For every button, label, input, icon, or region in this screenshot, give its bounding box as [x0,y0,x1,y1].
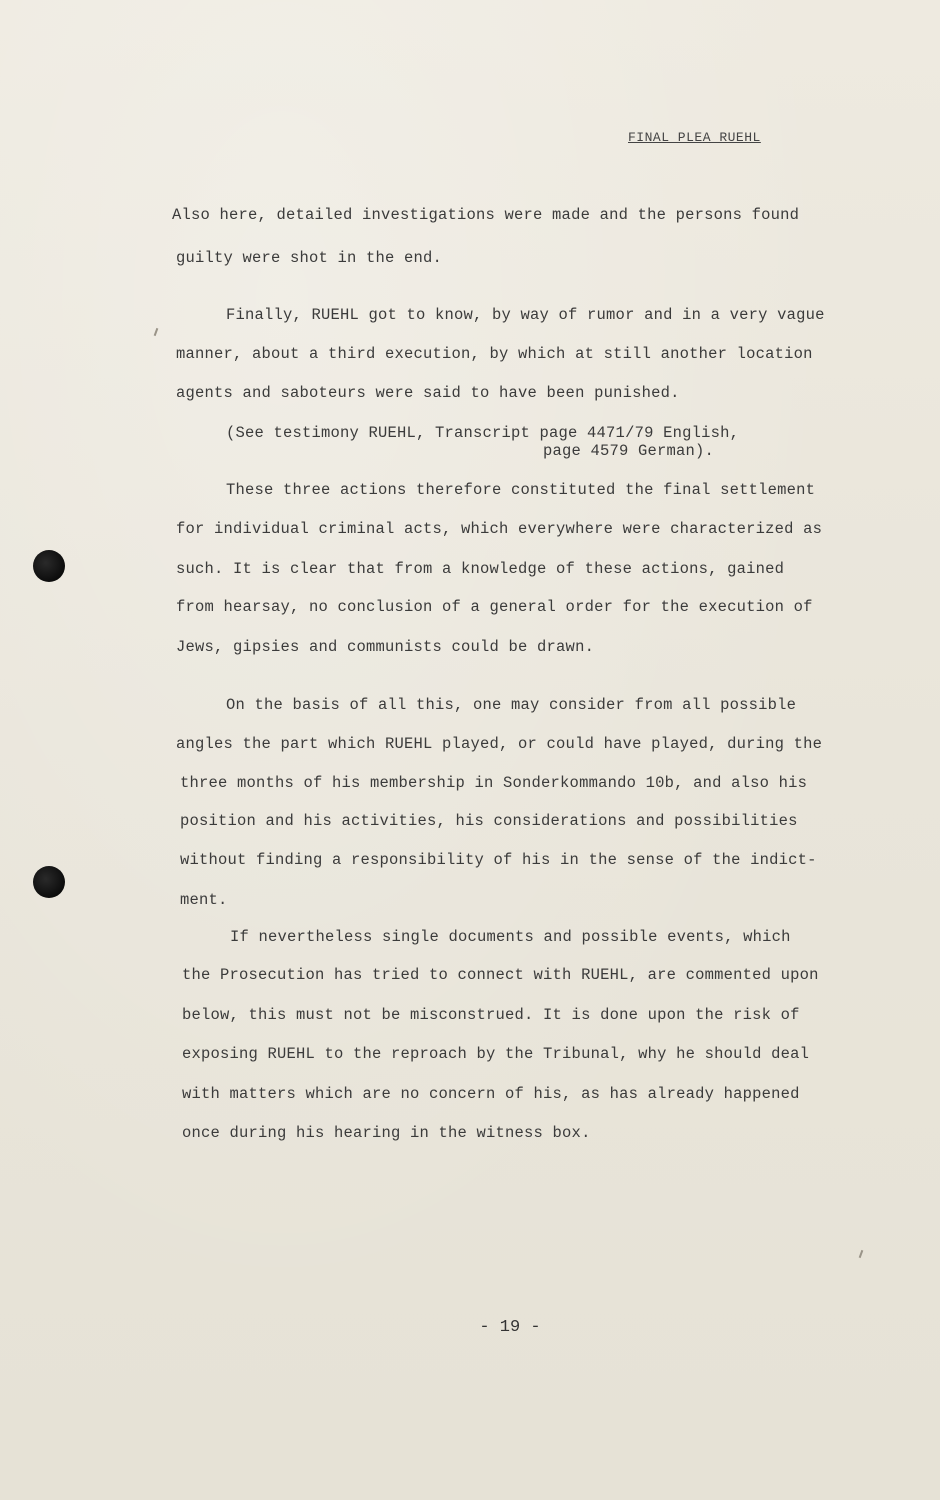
paper-speck [154,328,159,336]
text-line: angles the part which RUEHL played, or could have played, during the [176,735,823,753]
citation-line: (See testimony RUEHL, Transcript page 4471/79 English, [226,424,740,442]
text-line: with matters which are no concern of his, as has already happened [182,1085,800,1103]
citation-line: page 4579 German). [543,442,715,460]
text-line: Jews, gipsies and communists could be drawn. [176,638,595,656]
text-line: These three actions therefore constituted the final settlement [226,481,816,499]
text-line: from hearsay, no conclusion of a general order for the execution of [176,598,813,616]
text-line: the Prosecution has tried to connect with RUEHL, are commented upon [182,966,819,984]
text-line: On the basis of all this, one may consider from all possible [226,696,797,714]
text-line: position and his activities, his considerations and possibilities [180,812,798,830]
text-line: ment. [180,891,228,909]
text-line: three months of his membership in Sonderkommando 10b, and also his [180,774,808,792]
text-line: If nevertheless single documents and possible events, which [230,928,791,946]
punch-hole-lower [33,866,65,898]
document-header: FINAL PLEA RUEHL [628,130,761,145]
text-line: for individual criminal acts, which everywhere were characterized as [176,520,823,538]
punch-hole-upper [33,550,65,582]
text-line: once during his hearing in the witness box. [182,1124,591,1142]
text-line: without finding a responsibility of his in the sense of the indict- [180,851,817,869]
text-line: manner, about a third execution, by which at still another location [176,345,813,363]
text-line: Also here, detailed investigations were made and the persons found [172,206,800,224]
text-line: below, this must not be misconstrued. It is done upon the risk of [182,1006,800,1024]
text-line: exposing RUEHL to the reproach by the Tribunal, why he should deal [182,1045,810,1063]
text-line: such. It is clear that from a knowledge of these actions, gained [176,560,785,578]
text-line: agents and saboteurs were said to have been punished. [176,384,680,402]
text-line: guilty were shot in the end. [176,249,443,267]
page-number: - 19 - [479,1318,541,1337]
paper-speck [859,1250,864,1258]
text-line: Finally, RUEHL got to know, by way of rumor and in a very vague [226,306,825,324]
